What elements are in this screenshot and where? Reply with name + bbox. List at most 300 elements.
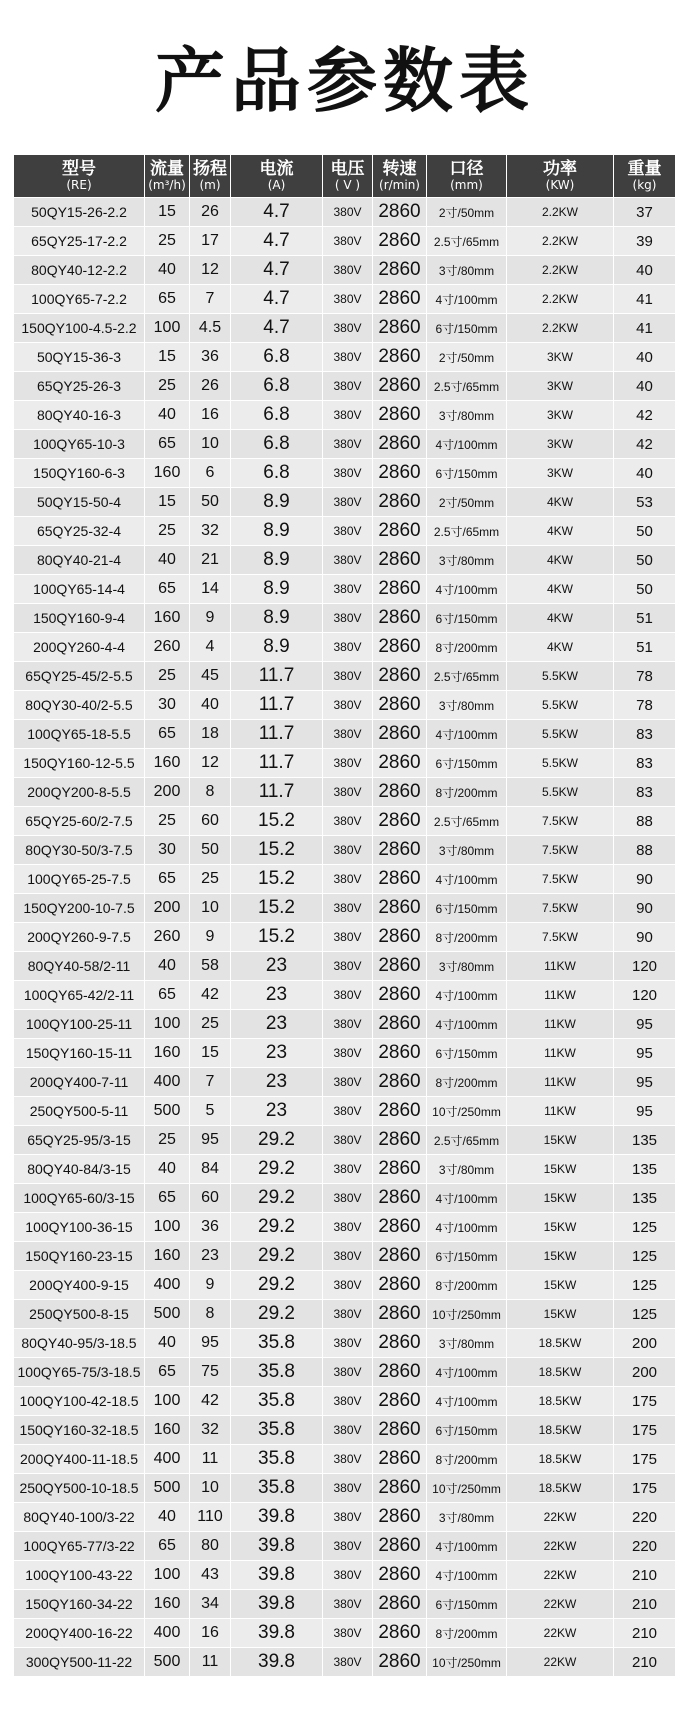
cell-voltage: 380V xyxy=(323,1155,373,1184)
cell-speed: 2860 xyxy=(373,1242,427,1271)
cell-flow: 160 xyxy=(145,459,190,488)
cell-flow: 400 xyxy=(145,1271,190,1300)
cell-speed: 2860 xyxy=(373,604,427,633)
cell-voltage: 380V xyxy=(323,1242,373,1271)
cell-head: 9 xyxy=(190,923,231,952)
cell-voltage: 380V xyxy=(323,720,373,749)
cell-current: 4.7 xyxy=(231,285,323,314)
cell-head: 50 xyxy=(190,488,231,517)
table-row xyxy=(14,1068,676,1097)
cell-flow: 25 xyxy=(145,227,190,256)
cell-power: 15KW xyxy=(507,1213,614,1242)
cell-weight: 90 xyxy=(614,865,676,894)
cell-speed: 2860 xyxy=(373,517,427,546)
cell-current: 29.2 xyxy=(231,1126,323,1155)
cell-power: 7.5KW xyxy=(507,865,614,894)
cell-voltage: 380V xyxy=(323,1648,373,1677)
cell-voltage: 380V xyxy=(323,430,373,459)
cell-speed: 2860 xyxy=(373,1561,427,1590)
table-row xyxy=(14,778,676,807)
table-row xyxy=(14,1503,676,1532)
cell-voltage: 380V xyxy=(323,981,373,1010)
cell-flow: 65 xyxy=(145,720,190,749)
header-flow: 流量 (m³/h) xyxy=(145,155,190,198)
cell-model: 80QY40-84/3-15 xyxy=(14,1155,145,1184)
cell-bore: 4寸/100mm xyxy=(427,865,507,894)
cell-weight: 42 xyxy=(614,401,676,430)
cell-current: 4.7 xyxy=(231,314,323,343)
cell-current: 15.2 xyxy=(231,836,323,865)
cell-speed: 2860 xyxy=(373,1474,427,1503)
cell-speed: 2860 xyxy=(373,720,427,749)
cell-model: 200QY400-11-18.5 xyxy=(14,1445,145,1474)
cell-model: 100QY100-36-15 xyxy=(14,1213,145,1242)
cell-model: 65QY25-32-4 xyxy=(14,517,145,546)
cell-speed: 2860 xyxy=(373,691,427,720)
cell-power: 15KW xyxy=(507,1155,614,1184)
cell-flow: 40 xyxy=(145,952,190,981)
cell-head: 40 xyxy=(190,691,231,720)
cell-flow: 500 xyxy=(145,1097,190,1126)
cell-current: 4.7 xyxy=(231,227,323,256)
cell-weight: 135 xyxy=(614,1155,676,1184)
cell-flow: 40 xyxy=(145,401,190,430)
cell-speed: 2860 xyxy=(373,749,427,778)
cell-current: 4.7 xyxy=(231,256,323,285)
cell-current: 6.8 xyxy=(231,401,323,430)
cell-weight: 83 xyxy=(614,778,676,807)
cell-weight: 220 xyxy=(614,1532,676,1561)
cell-head: 16 xyxy=(190,401,231,430)
cell-model: 150QY160-15-11 xyxy=(14,1039,145,1068)
cell-voltage: 380V xyxy=(323,1329,373,1358)
cell-model: 100QY65-18-5.5 xyxy=(14,720,145,749)
cell-bore: 4寸/100mm xyxy=(427,720,507,749)
cell-voltage: 380V xyxy=(323,778,373,807)
table-row xyxy=(14,865,676,894)
cell-head: 32 xyxy=(190,1416,231,1445)
cell-speed: 2860 xyxy=(373,1358,427,1387)
cell-bore: 4寸/100mm xyxy=(427,1010,507,1039)
cell-current: 15.2 xyxy=(231,923,323,952)
cell-power: 7.5KW xyxy=(507,923,614,952)
cell-head: 60 xyxy=(190,807,231,836)
cell-current: 15.2 xyxy=(231,894,323,923)
table-row xyxy=(14,227,676,256)
cell-bore: 10寸/250mm xyxy=(427,1648,507,1677)
cell-head: 9 xyxy=(190,1271,231,1300)
cell-weight: 83 xyxy=(614,720,676,749)
cell-bore: 3寸/80mm xyxy=(427,836,507,865)
cell-voltage: 380V xyxy=(323,1532,373,1561)
cell-power: 4KW xyxy=(507,633,614,662)
table-row xyxy=(14,691,676,720)
header-speed: 转速 (r/min) xyxy=(373,155,427,198)
cell-head: 4 xyxy=(190,633,231,662)
cell-bore: 2.5寸/65mm xyxy=(427,662,507,691)
cell-head: 10 xyxy=(190,894,231,923)
cell-speed: 2860 xyxy=(373,285,427,314)
cell-weight: 125 xyxy=(614,1300,676,1329)
cell-speed: 2860 xyxy=(373,198,427,227)
cell-bore: 8寸/200mm xyxy=(427,1068,507,1097)
cell-weight: 90 xyxy=(614,894,676,923)
cell-current: 8.9 xyxy=(231,517,323,546)
header-weight: 重量 (kg) xyxy=(614,155,676,198)
table-row xyxy=(14,1474,676,1503)
cell-head: 6 xyxy=(190,459,231,488)
cell-model: 100QY65-10-3 xyxy=(14,430,145,459)
cell-head: 42 xyxy=(190,1387,231,1416)
cell-bore: 4寸/100mm xyxy=(427,1561,507,1590)
table-row xyxy=(14,1561,676,1590)
cell-voltage: 380V xyxy=(323,459,373,488)
cell-model: 150QY200-10-7.5 xyxy=(14,894,145,923)
cell-flow: 25 xyxy=(145,662,190,691)
cell-speed: 2860 xyxy=(373,227,427,256)
cell-head: 17 xyxy=(190,227,231,256)
cell-model: 150QY100-4.5-2.2 xyxy=(14,314,145,343)
cell-flow: 100 xyxy=(145,1387,190,1416)
cell-speed: 2860 xyxy=(373,1329,427,1358)
cell-bore: 4寸/100mm xyxy=(427,1358,507,1387)
cell-voltage: 380V xyxy=(323,198,373,227)
cell-weight: 210 xyxy=(614,1619,676,1648)
cell-weight: 88 xyxy=(614,807,676,836)
cell-speed: 2860 xyxy=(373,1184,427,1213)
cell-weight: 37 xyxy=(614,198,676,227)
table-row xyxy=(14,923,676,952)
table-row xyxy=(14,256,676,285)
cell-voltage: 380V xyxy=(323,1445,373,1474)
table-row xyxy=(14,1010,676,1039)
table-row xyxy=(14,807,676,836)
cell-flow: 40 xyxy=(145,256,190,285)
cell-flow: 40 xyxy=(145,1503,190,1532)
cell-current: 11.7 xyxy=(231,691,323,720)
cell-head: 14 xyxy=(190,575,231,604)
table-row xyxy=(14,1648,676,1677)
table-row xyxy=(14,1242,676,1271)
cell-bore: 3寸/80mm xyxy=(427,256,507,285)
cell-model: 100QY65-42/2-11 xyxy=(14,981,145,1010)
table-row xyxy=(14,1039,676,1068)
cell-model: 100QY65-75/3-18.5 xyxy=(14,1358,145,1387)
cell-bore: 6寸/150mm xyxy=(427,604,507,633)
cell-model: 65QY25-95/3-15 xyxy=(14,1126,145,1155)
table-row xyxy=(14,1329,676,1358)
cell-weight: 95 xyxy=(614,1039,676,1068)
cell-bore: 4寸/100mm xyxy=(427,430,507,459)
table-body xyxy=(14,198,676,1677)
cell-flow: 160 xyxy=(145,749,190,778)
cell-model: 150QY160-9-4 xyxy=(14,604,145,633)
cell-power: 11KW xyxy=(507,1039,614,1068)
cell-current: 23 xyxy=(231,981,323,1010)
cell-power: 11KW xyxy=(507,981,614,1010)
cell-flow: 400 xyxy=(145,1619,190,1648)
cell-flow: 100 xyxy=(145,1010,190,1039)
cell-flow: 30 xyxy=(145,691,190,720)
cell-speed: 2860 xyxy=(373,633,427,662)
cell-model: 200QY260-9-7.5 xyxy=(14,923,145,952)
cell-weight: 51 xyxy=(614,604,676,633)
table-row xyxy=(14,1590,676,1619)
cell-speed: 2860 xyxy=(373,981,427,1010)
table-row xyxy=(14,981,676,1010)
table-row xyxy=(14,459,676,488)
cell-current: 39.8 xyxy=(231,1532,323,1561)
cell-flow: 100 xyxy=(145,1561,190,1590)
cell-power: 15KW xyxy=(507,1242,614,1271)
cell-flow: 500 xyxy=(145,1648,190,1677)
cell-current: 6.8 xyxy=(231,372,323,401)
cell-bore: 2寸/50mm xyxy=(427,198,507,227)
cell-weight: 88 xyxy=(614,836,676,865)
cell-weight: 50 xyxy=(614,546,676,575)
cell-voltage: 380V xyxy=(323,1474,373,1503)
cell-speed: 2860 xyxy=(373,807,427,836)
cell-model: 200QY400-7-11 xyxy=(14,1068,145,1097)
cell-bore: 2寸/50mm xyxy=(427,343,507,372)
cell-head: 18 xyxy=(190,720,231,749)
cell-model: 80QY40-12-2.2 xyxy=(14,256,145,285)
cell-power: 2.2KW xyxy=(507,198,614,227)
cell-current: 11.7 xyxy=(231,749,323,778)
cell-voltage: 380V xyxy=(323,227,373,256)
table-row xyxy=(14,720,676,749)
cell-weight: 40 xyxy=(614,459,676,488)
cell-power: 22KW xyxy=(507,1648,614,1677)
cell-flow: 100 xyxy=(145,1213,190,1242)
cell-current: 29.2 xyxy=(231,1271,323,1300)
cell-voltage: 380V xyxy=(323,807,373,836)
cell-power: 2.2KW xyxy=(507,256,614,285)
table-row xyxy=(14,546,676,575)
cell-current: 35.8 xyxy=(231,1445,323,1474)
cell-bore: 4寸/100mm xyxy=(427,1213,507,1242)
cell-head: 4.5 xyxy=(190,314,231,343)
cell-current: 29.2 xyxy=(231,1213,323,1242)
cell-flow: 65 xyxy=(145,981,190,1010)
cell-flow: 40 xyxy=(145,546,190,575)
cell-power: 2.2KW xyxy=(507,314,614,343)
table-row xyxy=(14,1619,676,1648)
cell-voltage: 380V xyxy=(323,749,373,778)
cell-head: 110 xyxy=(190,1503,231,1532)
cell-power: 7.5KW xyxy=(507,836,614,865)
cell-power: 5.5KW xyxy=(507,749,614,778)
cell-bore: 10寸/250mm xyxy=(427,1097,507,1126)
cell-weight: 42 xyxy=(614,430,676,459)
cell-voltage: 380V xyxy=(323,546,373,575)
cell-bore: 6寸/150mm xyxy=(427,749,507,778)
table-row xyxy=(14,836,676,865)
cell-flow: 200 xyxy=(145,894,190,923)
cell-current: 23 xyxy=(231,1097,323,1126)
cell-voltage: 380V xyxy=(323,256,373,285)
cell-weight: 135 xyxy=(614,1184,676,1213)
table-row xyxy=(14,894,676,923)
cell-speed: 2860 xyxy=(373,401,427,430)
cell-model: 80QY40-58/2-11 xyxy=(14,952,145,981)
cell-flow: 400 xyxy=(145,1068,190,1097)
cell-weight: 40 xyxy=(614,343,676,372)
cell-voltage: 380V xyxy=(323,372,373,401)
cell-head: 45 xyxy=(190,662,231,691)
cell-bore: 2.5寸/65mm xyxy=(427,372,507,401)
cell-model: 50QY15-50-4 xyxy=(14,488,145,517)
cell-bore: 6寸/150mm xyxy=(427,894,507,923)
cell-power: 18.5KW xyxy=(507,1358,614,1387)
cell-speed: 2860 xyxy=(373,836,427,865)
cell-current: 39.8 xyxy=(231,1590,323,1619)
cell-model: 65QY25-26-3 xyxy=(14,372,145,401)
cell-speed: 2860 xyxy=(373,314,427,343)
cell-flow: 65 xyxy=(145,1532,190,1561)
cell-head: 42 xyxy=(190,981,231,1010)
header-bore: 口径 (mm) xyxy=(427,155,507,198)
cell-bore: 3寸/80mm xyxy=(427,1329,507,1358)
cell-model: 80QY40-21-4 xyxy=(14,546,145,575)
cell-speed: 2860 xyxy=(373,546,427,575)
table-row xyxy=(14,314,676,343)
cell-head: 8 xyxy=(190,778,231,807)
cell-voltage: 380V xyxy=(323,517,373,546)
table-header-row xyxy=(14,155,676,198)
cell-model: 200QY400-9-15 xyxy=(14,1271,145,1300)
cell-flow: 40 xyxy=(145,1155,190,1184)
cell-bore: 8寸/200mm xyxy=(427,1619,507,1648)
table-row xyxy=(14,1184,676,1213)
cell-power: 15KW xyxy=(507,1126,614,1155)
cell-current: 35.8 xyxy=(231,1358,323,1387)
cell-power: 3KW xyxy=(507,372,614,401)
cell-weight: 200 xyxy=(614,1329,676,1358)
cell-head: 23 xyxy=(190,1242,231,1271)
cell-speed: 2860 xyxy=(373,1648,427,1677)
cell-weight: 51 xyxy=(614,633,676,662)
cell-power: 18.5KW xyxy=(507,1416,614,1445)
cell-head: 8 xyxy=(190,1300,231,1329)
cell-head: 75 xyxy=(190,1358,231,1387)
cell-head: 5 xyxy=(190,1097,231,1126)
cell-weight: 200 xyxy=(614,1358,676,1387)
cell-head: 25 xyxy=(190,865,231,894)
cell-weight: 83 xyxy=(614,749,676,778)
cell-head: 32 xyxy=(190,517,231,546)
cell-voltage: 380V xyxy=(323,662,373,691)
table-row xyxy=(14,1126,676,1155)
table-row xyxy=(14,1097,676,1126)
cell-speed: 2860 xyxy=(373,923,427,952)
table-row xyxy=(14,517,676,546)
cell-bore: 6寸/150mm xyxy=(427,1416,507,1445)
cell-speed: 2860 xyxy=(373,343,427,372)
cell-voltage: 380V xyxy=(323,1300,373,1329)
cell-weight: 125 xyxy=(614,1242,676,1271)
cell-weight: 220 xyxy=(614,1503,676,1532)
cell-power: 11KW xyxy=(507,1097,614,1126)
cell-power: 2.2KW xyxy=(507,227,614,256)
header-current: 电流 (A) xyxy=(231,155,323,198)
cell-voltage: 380V xyxy=(323,488,373,517)
cell-model: 100QY100-42-18.5 xyxy=(14,1387,145,1416)
cell-head: 16 xyxy=(190,1619,231,1648)
cell-bore: 8寸/200mm xyxy=(427,1271,507,1300)
cell-voltage: 380V xyxy=(323,923,373,952)
cell-current: 11.7 xyxy=(231,778,323,807)
table-row xyxy=(14,1416,676,1445)
cell-model: 50QY15-36-3 xyxy=(14,343,145,372)
cell-bore: 8寸/200mm xyxy=(427,923,507,952)
cell-power: 5.5KW xyxy=(507,691,614,720)
cell-speed: 2860 xyxy=(373,1213,427,1242)
cell-weight: 95 xyxy=(614,1010,676,1039)
cell-flow: 25 xyxy=(145,1126,190,1155)
page-title: 产品参数表 xyxy=(155,39,535,122)
cell-bore: 6寸/150mm xyxy=(427,1590,507,1619)
cell-bore: 6寸/150mm xyxy=(427,314,507,343)
cell-current: 23 xyxy=(231,952,323,981)
cell-bore: 8寸/200mm xyxy=(427,778,507,807)
cell-weight: 40 xyxy=(614,256,676,285)
cell-current: 35.8 xyxy=(231,1387,323,1416)
cell-speed: 2860 xyxy=(373,952,427,981)
cell-voltage: 380V xyxy=(323,1097,373,1126)
cell-power: 18.5KW xyxy=(507,1474,614,1503)
cell-weight: 175 xyxy=(614,1445,676,1474)
cell-flow: 65 xyxy=(145,285,190,314)
table-row xyxy=(14,488,676,517)
cell-weight: 210 xyxy=(614,1648,676,1677)
cell-flow: 260 xyxy=(145,923,190,952)
cell-voltage: 380V xyxy=(323,1387,373,1416)
table-row xyxy=(14,1300,676,1329)
cell-head: 95 xyxy=(190,1329,231,1358)
cell-flow: 100 xyxy=(145,314,190,343)
cell-power: 5.5KW xyxy=(507,778,614,807)
cell-voltage: 380V xyxy=(323,952,373,981)
table-row xyxy=(14,575,676,604)
cell-weight: 53 xyxy=(614,488,676,517)
cell-current: 29.2 xyxy=(231,1184,323,1213)
cell-model: 100QY65-14-4 xyxy=(14,575,145,604)
cell-head: 80 xyxy=(190,1532,231,1561)
cell-flow: 500 xyxy=(145,1300,190,1329)
cell-head: 10 xyxy=(190,1474,231,1503)
cell-speed: 2860 xyxy=(373,1010,427,1039)
cell-head: 7 xyxy=(190,285,231,314)
cell-flow: 200 xyxy=(145,778,190,807)
cell-weight: 41 xyxy=(614,314,676,343)
cell-power: 4KW xyxy=(507,488,614,517)
cell-weight: 78 xyxy=(614,691,676,720)
cell-head: 50 xyxy=(190,836,231,865)
table-row xyxy=(14,1387,676,1416)
cell-head: 84 xyxy=(190,1155,231,1184)
cell-speed: 2860 xyxy=(373,1503,427,1532)
cell-flow: 160 xyxy=(145,604,190,633)
cell-power: 3KW xyxy=(507,343,614,372)
cell-flow: 15 xyxy=(145,488,190,517)
header-model: 型号 (RE) xyxy=(14,155,145,198)
table-row xyxy=(14,285,676,314)
cell-bore: 4寸/100mm xyxy=(427,981,507,1010)
cell-speed: 2860 xyxy=(373,1532,427,1561)
cell-weight: 120 xyxy=(614,952,676,981)
cell-bore: 2.5寸/65mm xyxy=(427,1126,507,1155)
